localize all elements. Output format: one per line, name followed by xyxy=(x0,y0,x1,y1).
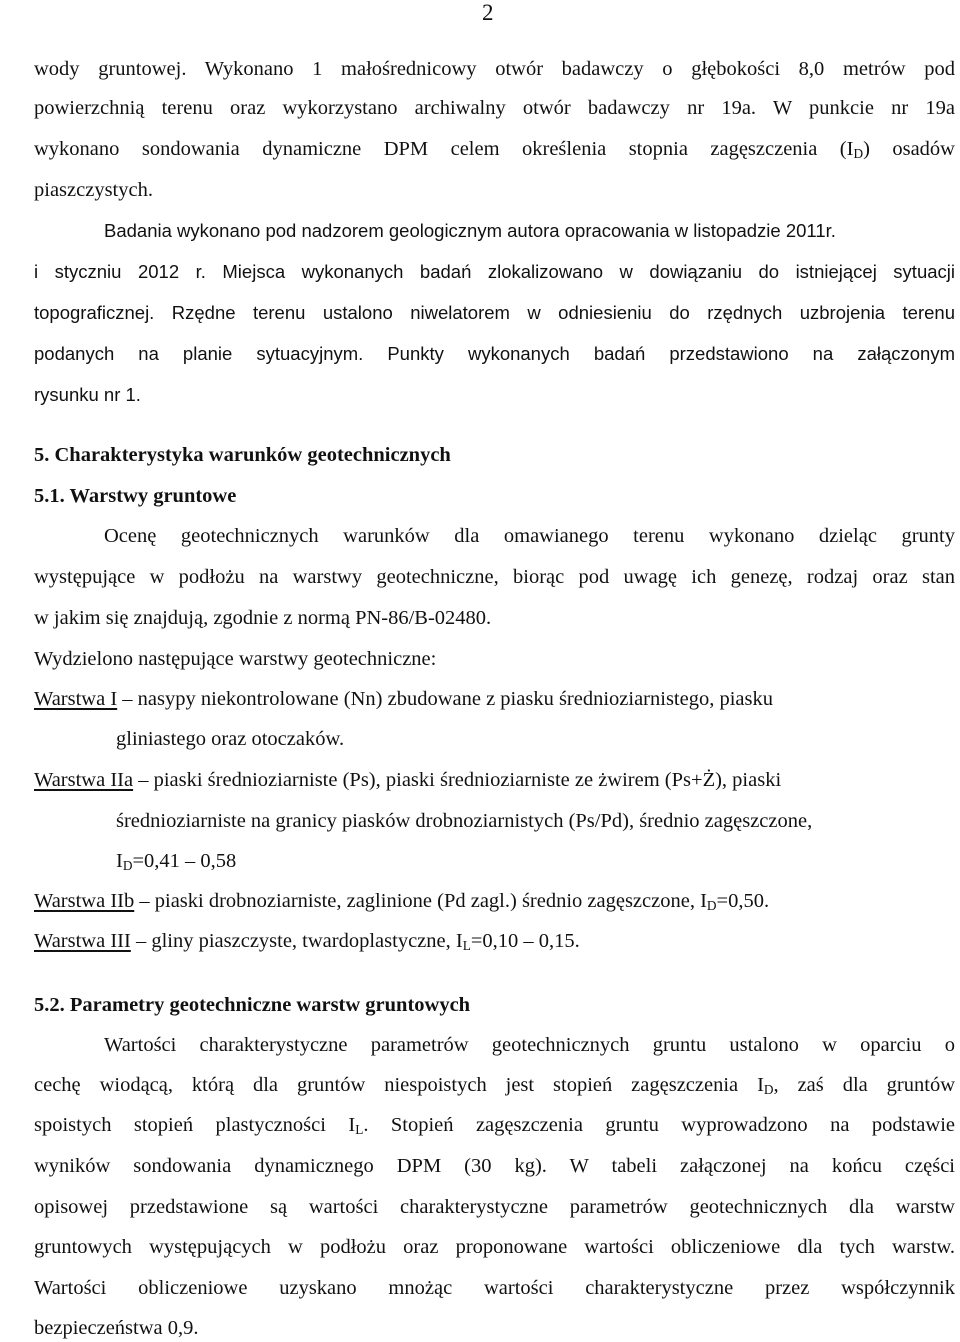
layer-entry xyxy=(34,890,955,913)
paragraph-line: piaszczystych. xyxy=(34,179,153,201)
layer-description: – piaski średnioziarniste (Ps), piaski średnioziarniste ze żwirem (Ps+Ż), piaski xyxy=(133,769,782,791)
layers-intro: Wydzielono następujące warstwy geotechniczne: xyxy=(34,648,437,670)
paragraph-line: Wartości charakterystyczne parametrów geotechnicznych gruntu ustalono w oparciu o xyxy=(104,1034,955,1056)
text-run: ) osadów xyxy=(863,138,955,160)
page-number: 2 xyxy=(482,0,494,25)
text-run: , zaś dla gruntów xyxy=(773,1074,955,1096)
subscript: D xyxy=(853,146,864,161)
paragraph-line: bezpieczeństwa 0,9. xyxy=(34,1317,199,1339)
text-run: =0,41 – 0,58 xyxy=(132,850,237,872)
subscript: D xyxy=(763,1082,774,1097)
text-run: cechę wiodącą, którą dla gruntów niespoistych jest stopień zagęszczenia I xyxy=(34,1074,764,1096)
paragraph-line: i styczniu 2012 r. Miejsca wykonanych badań zlokalizowano w dowiązaniu do istniejącej sytuacji xyxy=(34,261,955,282)
subsection-heading: 5.2. Parametry geotechniczne warstw gruntowych xyxy=(34,994,471,1016)
paragraph-line: gruntowych występujących w podłożu oraz proponowane wartości obliczeniowe dla tych warstw. xyxy=(34,1236,955,1258)
paragraph-line xyxy=(34,138,955,161)
subscript: D xyxy=(122,858,133,873)
layer-description: – piaski drobnoziarniste, zaglinione (Pd zagl.) średnio zagęszczone, I xyxy=(134,890,707,912)
paragraph-line: powierzchnią terenu oraz wykorzystano archiwalny otwór badawczy nr 19a. W punkcie nr 19a xyxy=(34,97,955,119)
subscript: L xyxy=(355,1122,364,1137)
layer-description-wrap: gliniastego oraz otoczaków. xyxy=(116,728,345,750)
layer-title: Warstwa I xyxy=(34,688,118,710)
subscript: L xyxy=(462,938,471,953)
layer-description-wrap xyxy=(116,850,236,873)
layer-entry xyxy=(34,688,955,711)
paragraph-line: rysunku nr 1. xyxy=(34,384,141,405)
paragraph-line: w jakim się znajdują, zgodnie z normą PN-86/B-02480. xyxy=(34,607,492,629)
layer-title: Warstwa III xyxy=(34,930,131,952)
subsection-heading: 5.1. Warstwy gruntowe xyxy=(34,485,237,507)
paragraph-line xyxy=(34,1114,955,1137)
layer-title: Warstwa IIb xyxy=(34,890,135,912)
paragraph-line: wyników sondowania dynamicznego DPM (30 kg). W tabeli załączonej na końcu części xyxy=(34,1155,955,1177)
paragraph-line: wody gruntowej. Wykonano 1 małośrednicowy otwór badawczy o głębokości 8,0 metrów pod xyxy=(34,58,955,80)
text-run: . Stopień zagęszczenia gruntu wyprowadzono na podstawie xyxy=(363,1114,955,1136)
text-run: I xyxy=(116,850,123,872)
layer-entry xyxy=(34,769,955,792)
text-run: spoistych stopień plastyczności I xyxy=(34,1114,356,1136)
paragraph-line: podanych na planie sytuacyjnym. Punkty wykonanych badań przedstawiono na załączonym xyxy=(34,343,955,364)
text-run: =0,50. xyxy=(716,890,770,912)
paragraph-line: występujące w podłożu na warstwy geotechniczne, biorąc pod uwagę ich genezę, rodzaj oraz stan xyxy=(34,566,955,588)
paragraph-line: Ocenę geotechnicznych warunków dla omawianego terenu wykonano dzieląc grunty xyxy=(104,525,955,547)
layer-entry xyxy=(34,930,955,953)
layer-title: Warstwa IIa xyxy=(34,769,134,791)
paragraph-line: topograficznej. Rzędne terenu ustalono niwelatorem w odniesieniu do rzędnych uzbrojenia terenu xyxy=(34,302,955,323)
paragraph-line xyxy=(34,1074,955,1097)
section-heading: 5. Charakterystyka warunków geotechnicznych xyxy=(34,444,451,466)
paragraph-line: Wartości obliczeniowe uzyskano mnożąc wartości charakterystyczne przez współczynnik xyxy=(34,1277,955,1299)
text-run: wykonano sondowania dynamiczne DPM celem określenia stopnia zagęszczenia (I xyxy=(34,138,854,160)
paragraph-line: Badania wykonano pod nadzorem geologicznym autora opracowania w listopadzie 2011r. xyxy=(104,220,836,241)
text-run: =0,10 – 0,15. xyxy=(470,930,580,952)
layer-description: – gliny piaszczyste, twardoplastyczne, I xyxy=(130,930,463,952)
paragraph-line: opisowej przedstawione są wartości charakterystyczne parametrów geotechnicznych dla warstw xyxy=(34,1196,955,1218)
layer-description: – nasypy niekontrolowane (Nn) zbudowane z piasku średnioziarnistego, piasku xyxy=(117,688,774,710)
subscript: D xyxy=(706,898,717,913)
layer-description-wrap: średnioziarniste na granicy piasków drobnoziarnistych (Ps/Pd), średnio zagęszczone, xyxy=(116,810,813,832)
